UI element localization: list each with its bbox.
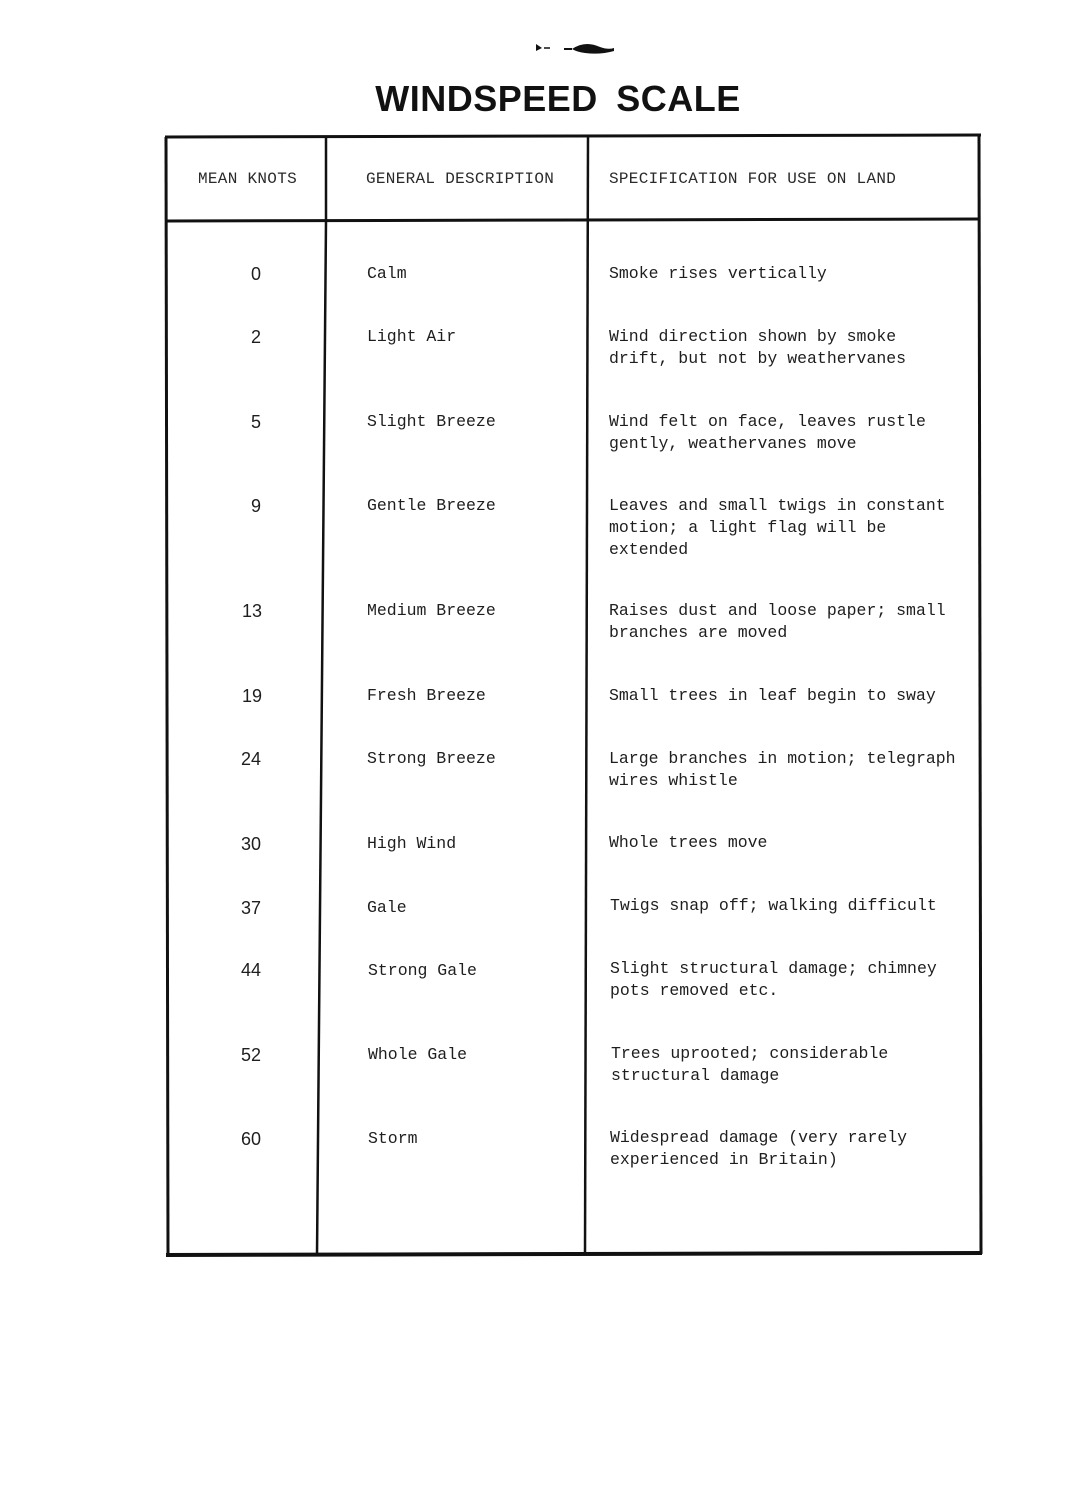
- knots-cell: 24: [240, 749, 262, 769]
- knots-cell: 0: [250, 264, 261, 284]
- description-cell: Gale: [367, 898, 407, 917]
- description-cell: Medium Breeze: [367, 601, 496, 620]
- knots-cell: 13: [241, 601, 263, 621]
- description-cell: Whole Gale: [368, 1045, 468, 1064]
- knots-cell: 60: [240, 1129, 262, 1149]
- description-cell: Light Air: [367, 327, 457, 346]
- knots-cell: 37: [240, 898, 262, 918]
- specification-cell: Wind felt on face, leaves rustle gently, weathervanes move: [609, 412, 926, 453]
- specification-cell: Smoke rises vertically: [609, 264, 827, 283]
- column-header-specification: SPECIFICATION FOR USE ON LAND: [609, 170, 897, 188]
- knots-cell: 30: [240, 834, 262, 854]
- description-cell: Gentle Breeze: [367, 496, 496, 515]
- knots-cell: 19: [241, 686, 263, 706]
- specification-cell: Widespread damage (very rarely experienced in Britain): [610, 1128, 908, 1169]
- specification-cell: Raises dust and loose paper; small branches are moved: [609, 601, 946, 642]
- knots-cell: 2: [250, 327, 261, 347]
- description-cell: High Wind: [367, 834, 457, 853]
- knots-cell: 44: [240, 960, 262, 980]
- description-cell: Slight Breeze: [367, 412, 496, 431]
- specification-cell: Trees uprooted; considerable structural damage: [611, 1044, 889, 1085]
- description-cell: Calm: [367, 264, 407, 283]
- description-cell: Fresh Breeze: [367, 686, 486, 705]
- specification-cell: Large branches in motion; telegraph wires whistle: [609, 749, 956, 790]
- knots-cell: 52: [240, 1045, 262, 1065]
- specification-cell: Wind direction shown by smoke drift, but not by weathervanes: [609, 327, 907, 368]
- knots-cell: 9: [250, 496, 261, 516]
- specification-cell: Whole trees move: [609, 833, 768, 852]
- description-cell: Storm: [368, 1129, 418, 1148]
- description-cell: Strong Gale: [368, 961, 477, 980]
- specification-cell: Leaves and small twigs in constant motion; a light flag will be extended: [609, 496, 946, 559]
- specification-cell: Slight structural damage; chimney pots removed etc.: [610, 959, 937, 1000]
- column-header-knots: MEAN KNOTS: [198, 170, 298, 188]
- ornament-mark: [530, 38, 620, 58]
- specification-cell: Small trees in leaf begin to sway: [609, 686, 936, 705]
- knots-cell: 5: [250, 412, 261, 432]
- page-title: WINDSPEED SCALE: [375, 78, 741, 119]
- specification-cell: Twigs snap off; walking difficult: [610, 896, 937, 915]
- column-header-description: GENERAL DESCRIPTION: [366, 170, 555, 188]
- description-cell: Strong Breeze: [367, 749, 496, 768]
